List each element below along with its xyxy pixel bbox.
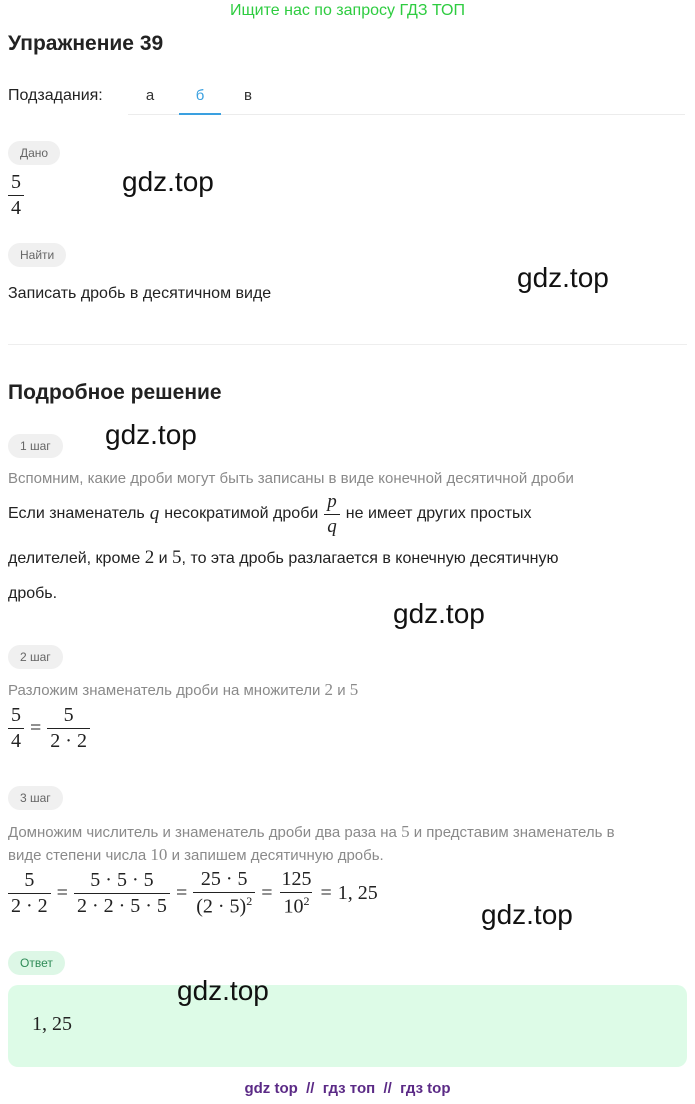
step2-and: и: [337, 682, 346, 699]
step3-f3-den-exp: 2: [246, 894, 253, 908]
step3-f4-den-base: 10: [283, 895, 304, 918]
step1-text-a: Если знаменатель: [8, 505, 145, 522]
equals-sign: =: [175, 881, 188, 904]
step2-rhs-den: 2 · 2: [47, 728, 90, 753]
step1-and: и: [158, 550, 168, 567]
step3-equation: [8, 868, 378, 919]
step3-f4-num: 125: [281, 868, 312, 890]
step2-equation: [8, 704, 90, 753]
step3-fraction-1: [8, 869, 51, 918]
watermark: gdz.top: [481, 899, 573, 930]
footer-links[interactable]: gdz top // гдз топ // гдз top: [244, 1080, 451, 1097]
step3-f2-num: 5 · 5 · 5: [90, 868, 154, 891]
step1-fraction: [324, 491, 340, 538]
step3-num-5: 5: [401, 822, 410, 841]
step2-num-5: 5: [349, 680, 359, 699]
step3-f1-den: 2 · 2: [8, 893, 51, 918]
step3-hint-d: и запишем десятичную дробь.: [171, 847, 384, 864]
answer-pill: Ответ: [8, 951, 65, 975]
equals-sign: =: [261, 881, 273, 904]
watermark: gdz.top: [517, 262, 609, 293]
step3-result: 1, 25: [337, 881, 378, 904]
step1-text-e: , то эта дробь разлагается в конечную десятичную: [181, 550, 559, 567]
given-denominator: 4: [8, 195, 24, 220]
step2-num-2: 2: [324, 680, 334, 699]
tab-v[interactable]: в: [244, 87, 252, 104]
solution-title: Подробное решение: [8, 381, 222, 404]
step1-num-5: 5: [172, 547, 182, 568]
step3-f2-den: 2 · 2 · 5 · 5: [74, 893, 170, 918]
step3-pill: 3 шаг: [8, 786, 63, 810]
step3-num-10: 10: [150, 845, 168, 864]
step3-f3-num: 25 · 5: [200, 868, 248, 890]
step1-var-q: q: [149, 503, 160, 524]
step3-hint-c: виде степени числа: [8, 847, 147, 864]
step3-hint-b: и представим знаменатель в: [413, 824, 615, 841]
find-pill: Найти: [8, 243, 66, 267]
step1-text-b: несократимой дроби: [164, 505, 319, 522]
step3-f1-num: 5: [24, 868, 35, 891]
top-banner: Ищите нас по запросу ГДЗ ТОП: [230, 2, 465, 19]
step1-pill: 1 шаг: [8, 434, 63, 458]
equals-sign: =: [320, 881, 332, 904]
given-fraction: [8, 171, 24, 220]
step1-num-2: 2: [144, 547, 155, 568]
step2-lhs-den: 4: [8, 728, 24, 753]
step3-fraction-3: [193, 868, 255, 919]
subtask-tabs: [128, 78, 685, 115]
step3-fraction-4: [278, 868, 314, 919]
step3-fraction-2: [74, 869, 170, 918]
step3-hint-a: Домножим числитель и знаменатель дроби два раза на: [8, 824, 397, 841]
step2-rhs-fraction: [47, 704, 90, 753]
step1-text-d: делителей, кроме: [8, 550, 141, 567]
step2-pill: 2 шаг: [8, 645, 63, 669]
watermark: gdz.top: [105, 419, 197, 450]
step3-f3-den: [193, 892, 255, 919]
watermark: gdz.top: [393, 598, 485, 629]
step1-hint: Вспомним, какие дроби могут быть записаны в виде конечной десятичной дроби: [8, 470, 574, 487]
given-pill: Дано: [8, 141, 60, 165]
step1-text-f: дробь.: [8, 585, 58, 602]
step1-frac-num: p: [327, 490, 337, 512]
step1-text-c: не имеет других простых: [345, 505, 532, 522]
tab-a[interactable]: а: [145, 87, 155, 104]
step1-frac-den: q: [324, 514, 340, 538]
watermark: gdz.top: [177, 975, 269, 1006]
watermark: gdz.top: [122, 166, 214, 197]
step1-line2: [8, 547, 559, 569]
step3-f4-den-exp: 2: [303, 894, 310, 908]
page-title: Упражнение 39: [8, 32, 164, 55]
equals-sign: =: [56, 881, 68, 904]
answer-box: [8, 985, 687, 1067]
step3-hint-line2: [8, 845, 384, 865]
step3-f4-den: [280, 892, 312, 919]
find-text: Записать дробь в десятичном виде: [8, 285, 272, 302]
step2-lhs-fraction: [8, 704, 24, 753]
step2-lhs-num: 5: [11, 704, 21, 726]
given-numerator: 5: [11, 171, 21, 193]
answer-value: 1, 25: [32, 1013, 72, 1035]
step3-hint-line1: [8, 822, 615, 842]
step2-rhs-num: 5: [63, 704, 74, 726]
step3-f3-den-base: (2 · 5): [196, 895, 247, 918]
step2-hint: [8, 680, 358, 700]
divider: [8, 344, 687, 345]
equals-sign: =: [30, 717, 42, 739]
tab-b[interactable]: б: [179, 78, 221, 115]
subtasks-label: Подзадания:: [8, 87, 103, 104]
step2-hint-text: Разложим знаменатель дроби на множители: [8, 682, 321, 699]
step1-line1: [8, 492, 688, 536]
